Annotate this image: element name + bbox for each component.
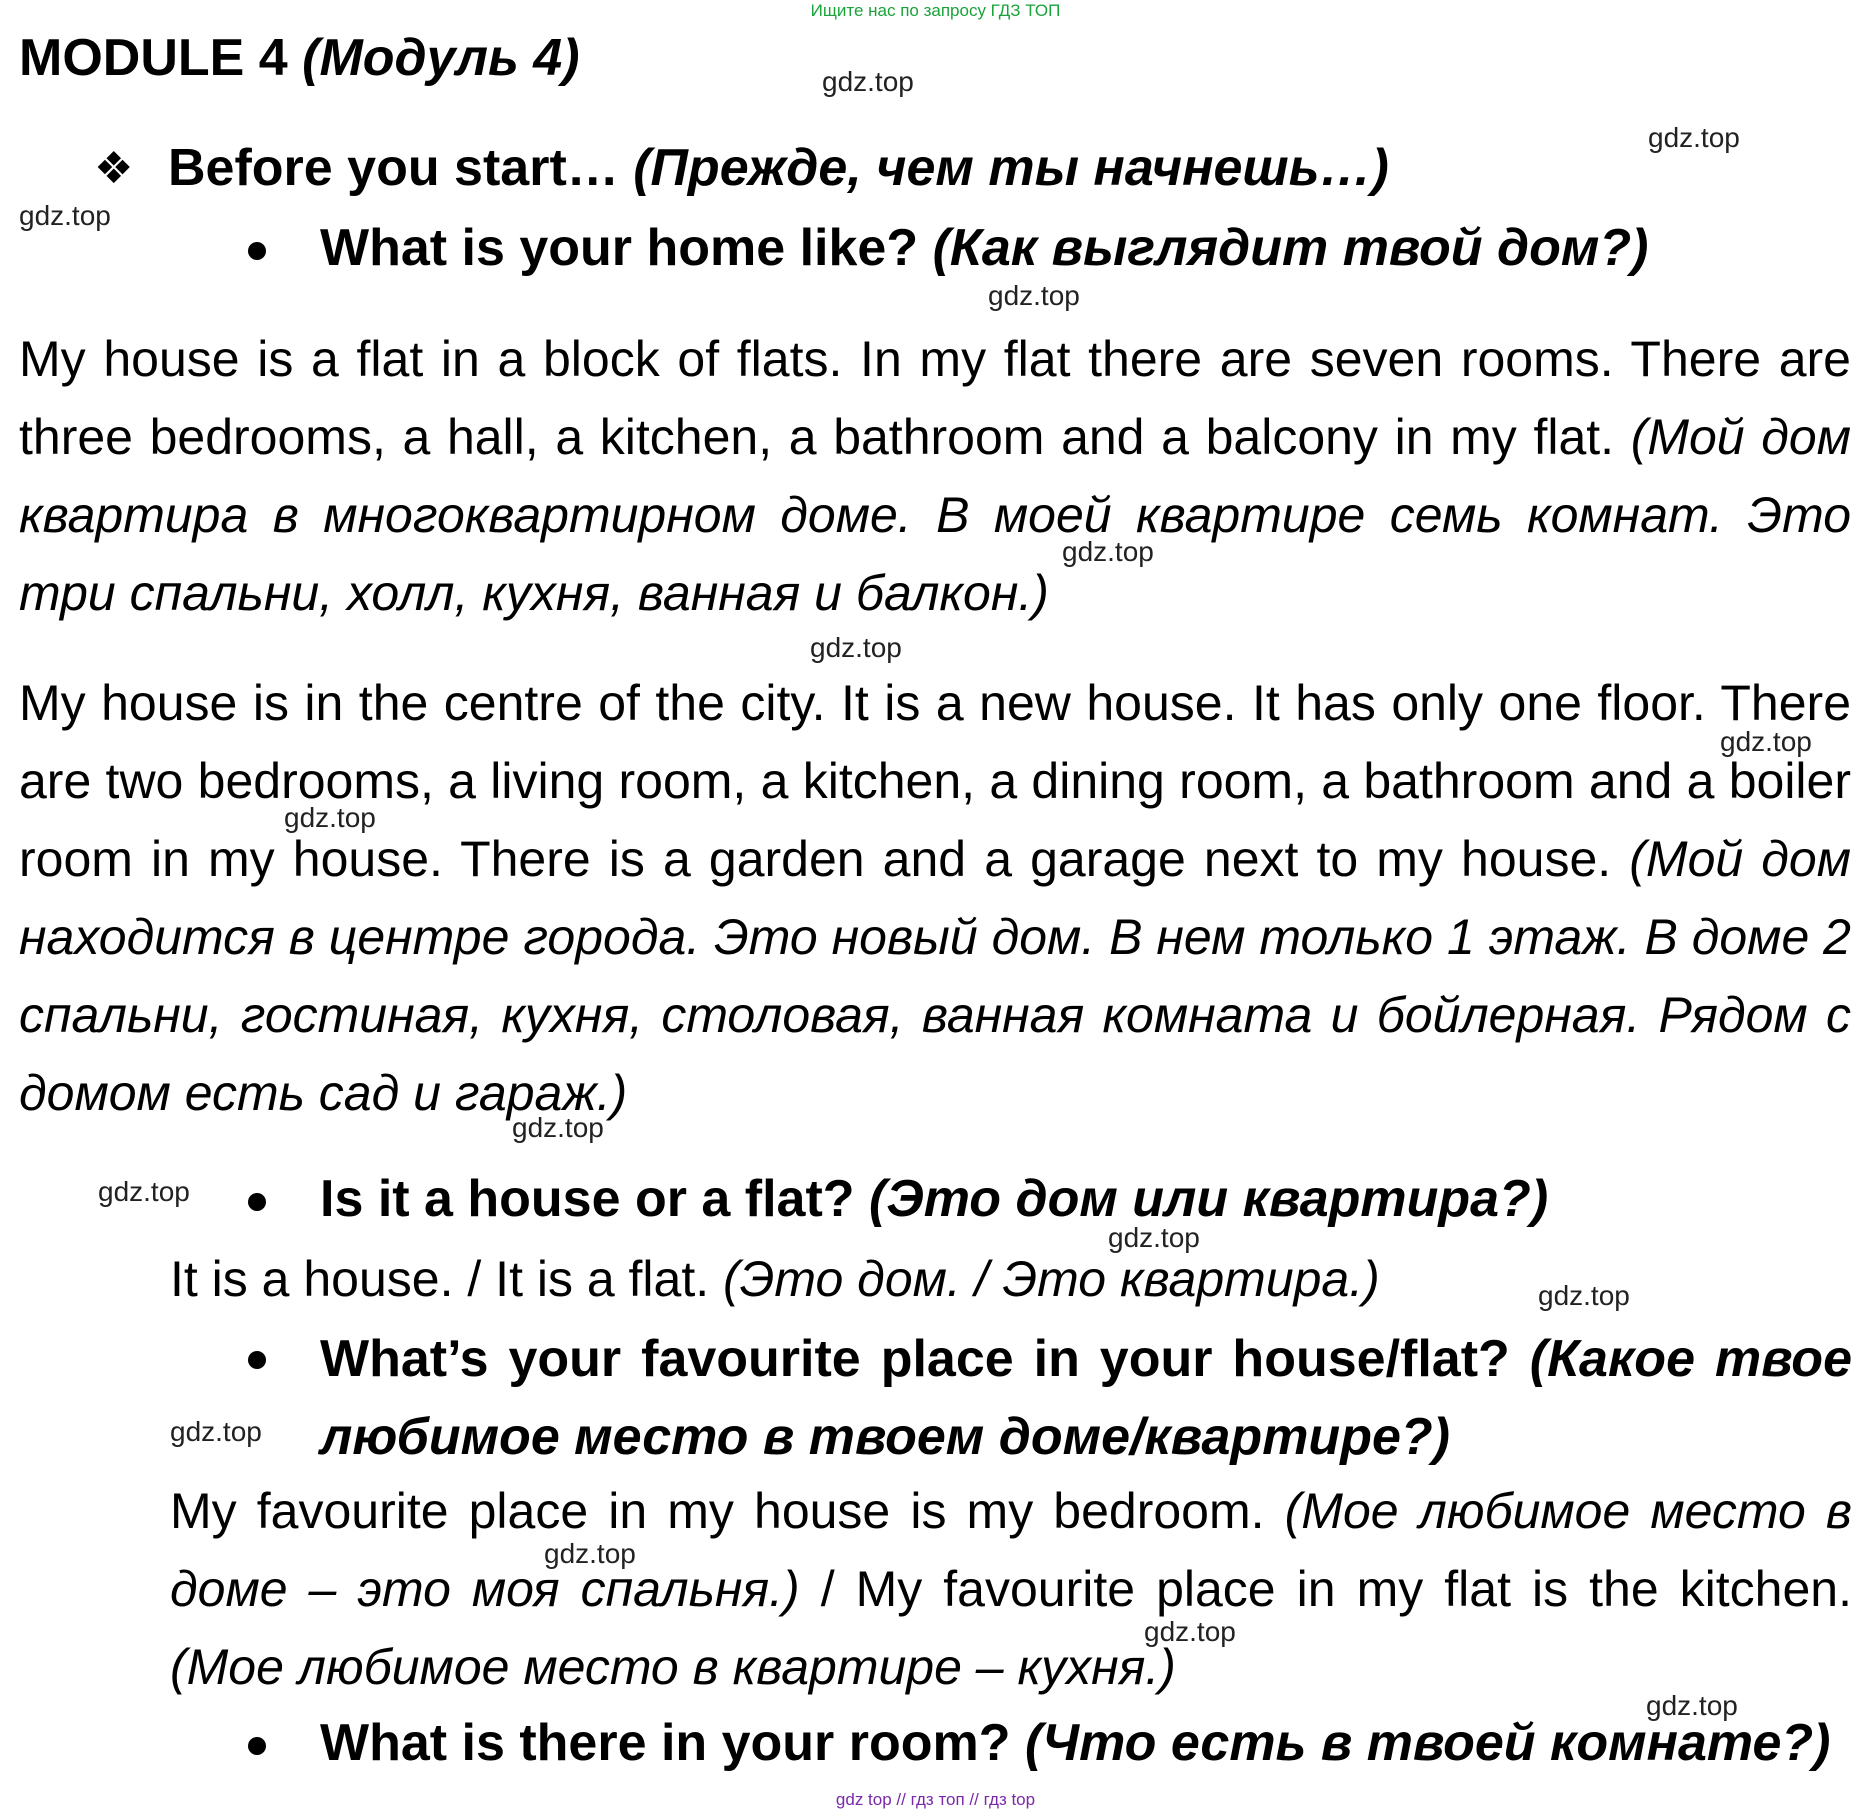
question-2-ru: (Это дом или квартира?) — [869, 1170, 1549, 1228]
question-1 — [320, 212, 1648, 284]
watermark: gdz.top — [1144, 1616, 1236, 1647]
answer-3-ru-1: (Мое любимое место в доме – это моя спальня.) — [170, 1483, 1852, 1617]
answer-2-ru-short: (Это дом. / Это квартира.) — [723, 1251, 1380, 1307]
section-heading-en: Before you start… — [168, 139, 619, 197]
module-title-en: MODULE 4 — [19, 29, 288, 87]
watermark: gdz.top — [1646, 1690, 1738, 1721]
bullet-icon — [248, 1737, 266, 1755]
question-4 — [320, 1707, 1830, 1779]
watermark: gdz.top — [512, 1112, 604, 1143]
watermark: gdz.top — [810, 632, 902, 663]
watermark: gdz.top — [988, 280, 1080, 311]
question-1-ru: (Как выглядит твой дом?) — [932, 219, 1649, 277]
section-heading — [94, 132, 1389, 205]
watermark: gdz.top — [1108, 1222, 1200, 1253]
answer-paragraph-1 — [19, 320, 1851, 632]
answer-2-en-short: It is a house. / It is a flat. — [170, 1251, 710, 1307]
answer-paragraph-2 — [19, 664, 1851, 1132]
answer-3-ru-2: (Мое любимое место в квартире – кухня.) — [170, 1639, 1176, 1695]
watermark: gdz.top — [19, 200, 111, 231]
watermark: gdz.top — [98, 1176, 190, 1207]
section-heading-ru: (Прежде, чем ты начнешь…) — [633, 139, 1389, 197]
question-4-ru: (Что есть в твоей комнате?) — [1024, 1714, 1831, 1772]
watermark: gdz.top — [1062, 536, 1154, 567]
watermark: gdz.top — [544, 1538, 636, 1569]
watermark: gdz.top — [822, 66, 914, 97]
question-1-en: What is your home like? — [320, 219, 919, 277]
answer-1-en: My house is a flat in a block of flats. In my flat there are seven rooms. There are three bedrooms, a hall, a kitchen, a bathroom and a balcony in my flat. — [19, 331, 1851, 465]
watermark: gdz.top — [1648, 122, 1740, 153]
watermark: gdz.top — [284, 802, 376, 833]
bullet-icon — [248, 1351, 266, 1369]
bullet-icon — [248, 242, 266, 260]
answer-paragraph-3 — [170, 1472, 1852, 1706]
answer-3-en-1: My favourite place in my house is my bedroom. — [170, 1483, 1265, 1539]
watermark: gdz.top — [1538, 1280, 1630, 1311]
top-banner: Ищите нас по запросу ГДЗ ТОП — [810, 1, 1061, 20]
page-title — [19, 22, 580, 94]
question-3-ru: (Какое твое любимое место в твоем доме/квартире?) — [320, 1330, 1852, 1466]
watermark: gdz.top — [1720, 726, 1812, 757]
question-3-en: What’s your favourite place in your house/flat? — [320, 1330, 1510, 1388]
answer-1-ru: (Мой дом квартира в многоквартирном доме. В моей квартире семь комнат. Это три спальни, холл, кухня, ванная и балкон.) — [19, 409, 1851, 621]
footer: gdz top // гдз топ // гдз top — [835, 1790, 1036, 1809]
bullet-icon — [248, 1193, 266, 1211]
question-2-en: Is it a house or a flat? — [320, 1170, 855, 1228]
question-3 — [320, 1320, 1852, 1476]
answer-3-en-2: / My favourite place in my flat is the kitchen. — [820, 1561, 1852, 1617]
question-2 — [320, 1163, 1548, 1235]
question-4-en: What is there in your room? — [320, 1714, 1011, 1772]
diamond-bullet-icon: ❖ — [94, 144, 134, 193]
watermark: gdz.top — [170, 1416, 262, 1447]
module-title-ru: (Модуль 4) — [302, 29, 580, 87]
answer-2-ru: (Мой дом находится в центре города. Это новый дом. В нем только 1 этаж. В доме 2 спальни, гостиная, кухня, столовая, ванная комната и бойлерная. Рядом с домом есть сад и гараж.) — [19, 831, 1851, 1121]
answer-2-en: My house is in the centre of the city. It is a new house. It has only one floor. There are two bedrooms, a living room, a kitchen, a dining room, a bathroom and a boiler room in my house. There is a garden and a garage next to my house. — [19, 675, 1851, 887]
